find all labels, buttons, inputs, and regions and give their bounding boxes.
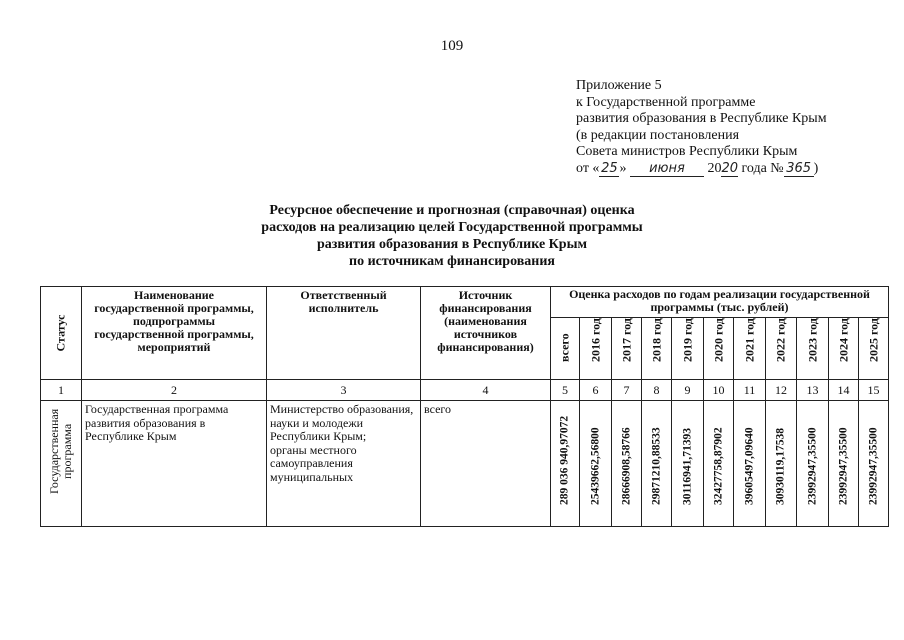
header-status-text: Статус <box>53 314 68 352</box>
header-executor: Ответственный исполнитель <box>267 287 421 380</box>
header-name: Наименование государственной программы, подпрограммы государственной программы, мероприятий <box>82 287 267 380</box>
document-title <box>0 202 904 270</box>
year-label: 2021 год <box>742 318 756 362</box>
column-number: 10 <box>704 380 734 401</box>
year-label: 2025 год <box>866 318 880 362</box>
value-2019 <box>672 401 704 527</box>
date-month: июня <box>630 162 704 177</box>
date-prefix: от « <box>576 160 600 176</box>
row-status <box>41 401 82 527</box>
column-number: 7 <box>612 380 642 401</box>
date-year-suffix: 20 <box>721 160 738 176</box>
year-label: 2019 год <box>680 318 694 362</box>
value-2025 <box>859 401 889 527</box>
column-number: 2 <box>82 380 267 401</box>
title-line-1: Ресурсное обеспечение и прогнозная (справочная) оценка <box>269 203 635 218</box>
column-number: 6 <box>580 380 612 401</box>
doc-number: 365 <box>784 162 814 177</box>
column-number: 13 <box>797 380 829 401</box>
value-2022 <box>766 401 797 527</box>
close-paren: ) <box>813 160 819 176</box>
header-year-2023 <box>797 318 829 380</box>
column-number: 15 <box>859 380 889 401</box>
column-number: 8 <box>642 380 672 401</box>
appendix-line-5: Совета министров Республики Крым <box>576 144 798 159</box>
column-number: 1 <box>41 380 82 401</box>
appendix-line-4: (в редакции постановления <box>576 127 740 143</box>
header-year-2021 <box>734 318 766 380</box>
value-2021 <box>734 401 766 527</box>
table-row <box>41 401 889 527</box>
date-mid: » <box>619 160 627 176</box>
date-year-prefix: 20 <box>707 160 722 176</box>
page-number: 109 <box>440 38 464 54</box>
title-line-4: по источникам финансирования <box>349 254 555 269</box>
row-name: Государственная программа развития образования в Республике Крым <box>82 401 267 527</box>
column-number: 5 <box>551 380 580 401</box>
header-year-2022 <box>766 318 797 380</box>
year-label: 2018 год <box>649 318 663 362</box>
date-suffix: года № <box>741 160 784 176</box>
year-label: 2020 год <box>711 318 725 362</box>
status-line-1: Государственная <box>47 408 61 494</box>
financing-table <box>40 286 889 527</box>
column-number: 14 <box>829 380 859 401</box>
value-text: 23992947,35500 <box>805 426 818 505</box>
column-number: 9 <box>672 380 704 401</box>
year-label: 2022 год <box>773 318 788 362</box>
column-number: 4 <box>421 380 551 401</box>
status-line-2: программа <box>60 423 74 479</box>
executor-line-1: Министерство образования, науки и молодежи Республики Крым; <box>270 402 414 443</box>
header-year-2017 <box>612 318 642 380</box>
executor-line-2: органы местного самоуправления муниципальных <box>270 442 357 484</box>
value-2018 <box>642 401 672 527</box>
value-2017 <box>612 401 642 527</box>
row-source: всего <box>421 401 551 527</box>
appendix-line-1: Приложение 5 <box>576 78 662 93</box>
header-year-2018 <box>642 318 672 380</box>
title-line-3: развития образования в Республике Крым <box>316 237 588 252</box>
value-text: 29871210,88533 <box>649 426 662 505</box>
year-label: 2023 год <box>805 318 819 362</box>
value-text: 23992947,35500 <box>866 426 879 505</box>
appendix-date-line <box>576 161 827 178</box>
row-executor <box>267 401 421 527</box>
header-year-2016 <box>580 318 612 380</box>
value-total <box>551 401 580 527</box>
appendix-line-3: развития образования в Республике Крым <box>576 111 827 126</box>
header-year-2024 <box>829 318 859 380</box>
value-text: 39605497,09640 <box>742 426 755 505</box>
header-source: Источник финансирования (наименования источников финансирования) <box>421 287 551 380</box>
header-year-2020 <box>704 318 734 380</box>
title-line-2: расходов на реализацию целей Государственной программы <box>261 220 643 235</box>
year-label: 2024 год <box>836 318 850 362</box>
row-status-text <box>48 409 74 494</box>
value-text: 23992947,35500 <box>836 426 849 505</box>
column-number: 3 <box>267 380 421 401</box>
column-number: 12 <box>766 380 797 401</box>
value-text: 30116941,71393 <box>680 427 693 505</box>
column-number: 11 <box>734 380 766 401</box>
header-estimate: Оценка расходов по годам реализации государственной программы (тыс. рублей) <box>551 287 889 318</box>
header-year-2025 <box>859 318 889 380</box>
header-total-text: всего <box>557 333 572 362</box>
year-label: 2017 год <box>619 318 633 362</box>
column-number-row <box>41 380 889 401</box>
value-2023 <box>797 401 829 527</box>
value-2020 <box>704 401 734 527</box>
value-2016 <box>580 401 612 527</box>
header-status <box>41 287 82 380</box>
value-text: 28666908,58766 <box>619 426 632 505</box>
appendix-line-2: к Государственной программе <box>576 94 756 110</box>
value-text: 30930119,17538 <box>774 427 787 505</box>
appendix-note <box>576 78 827 177</box>
header-year-2019 <box>672 318 704 380</box>
value-text: 289 036 940,97072 <box>558 415 571 505</box>
value-text: 25439662,56800 <box>588 426 601 505</box>
year-label: 2016 год <box>588 318 602 362</box>
value-text: 32427758,87902 <box>711 426 724 505</box>
header-total <box>551 318 580 380</box>
value-2024 <box>829 401 859 527</box>
date-day: 25 <box>601 160 618 176</box>
